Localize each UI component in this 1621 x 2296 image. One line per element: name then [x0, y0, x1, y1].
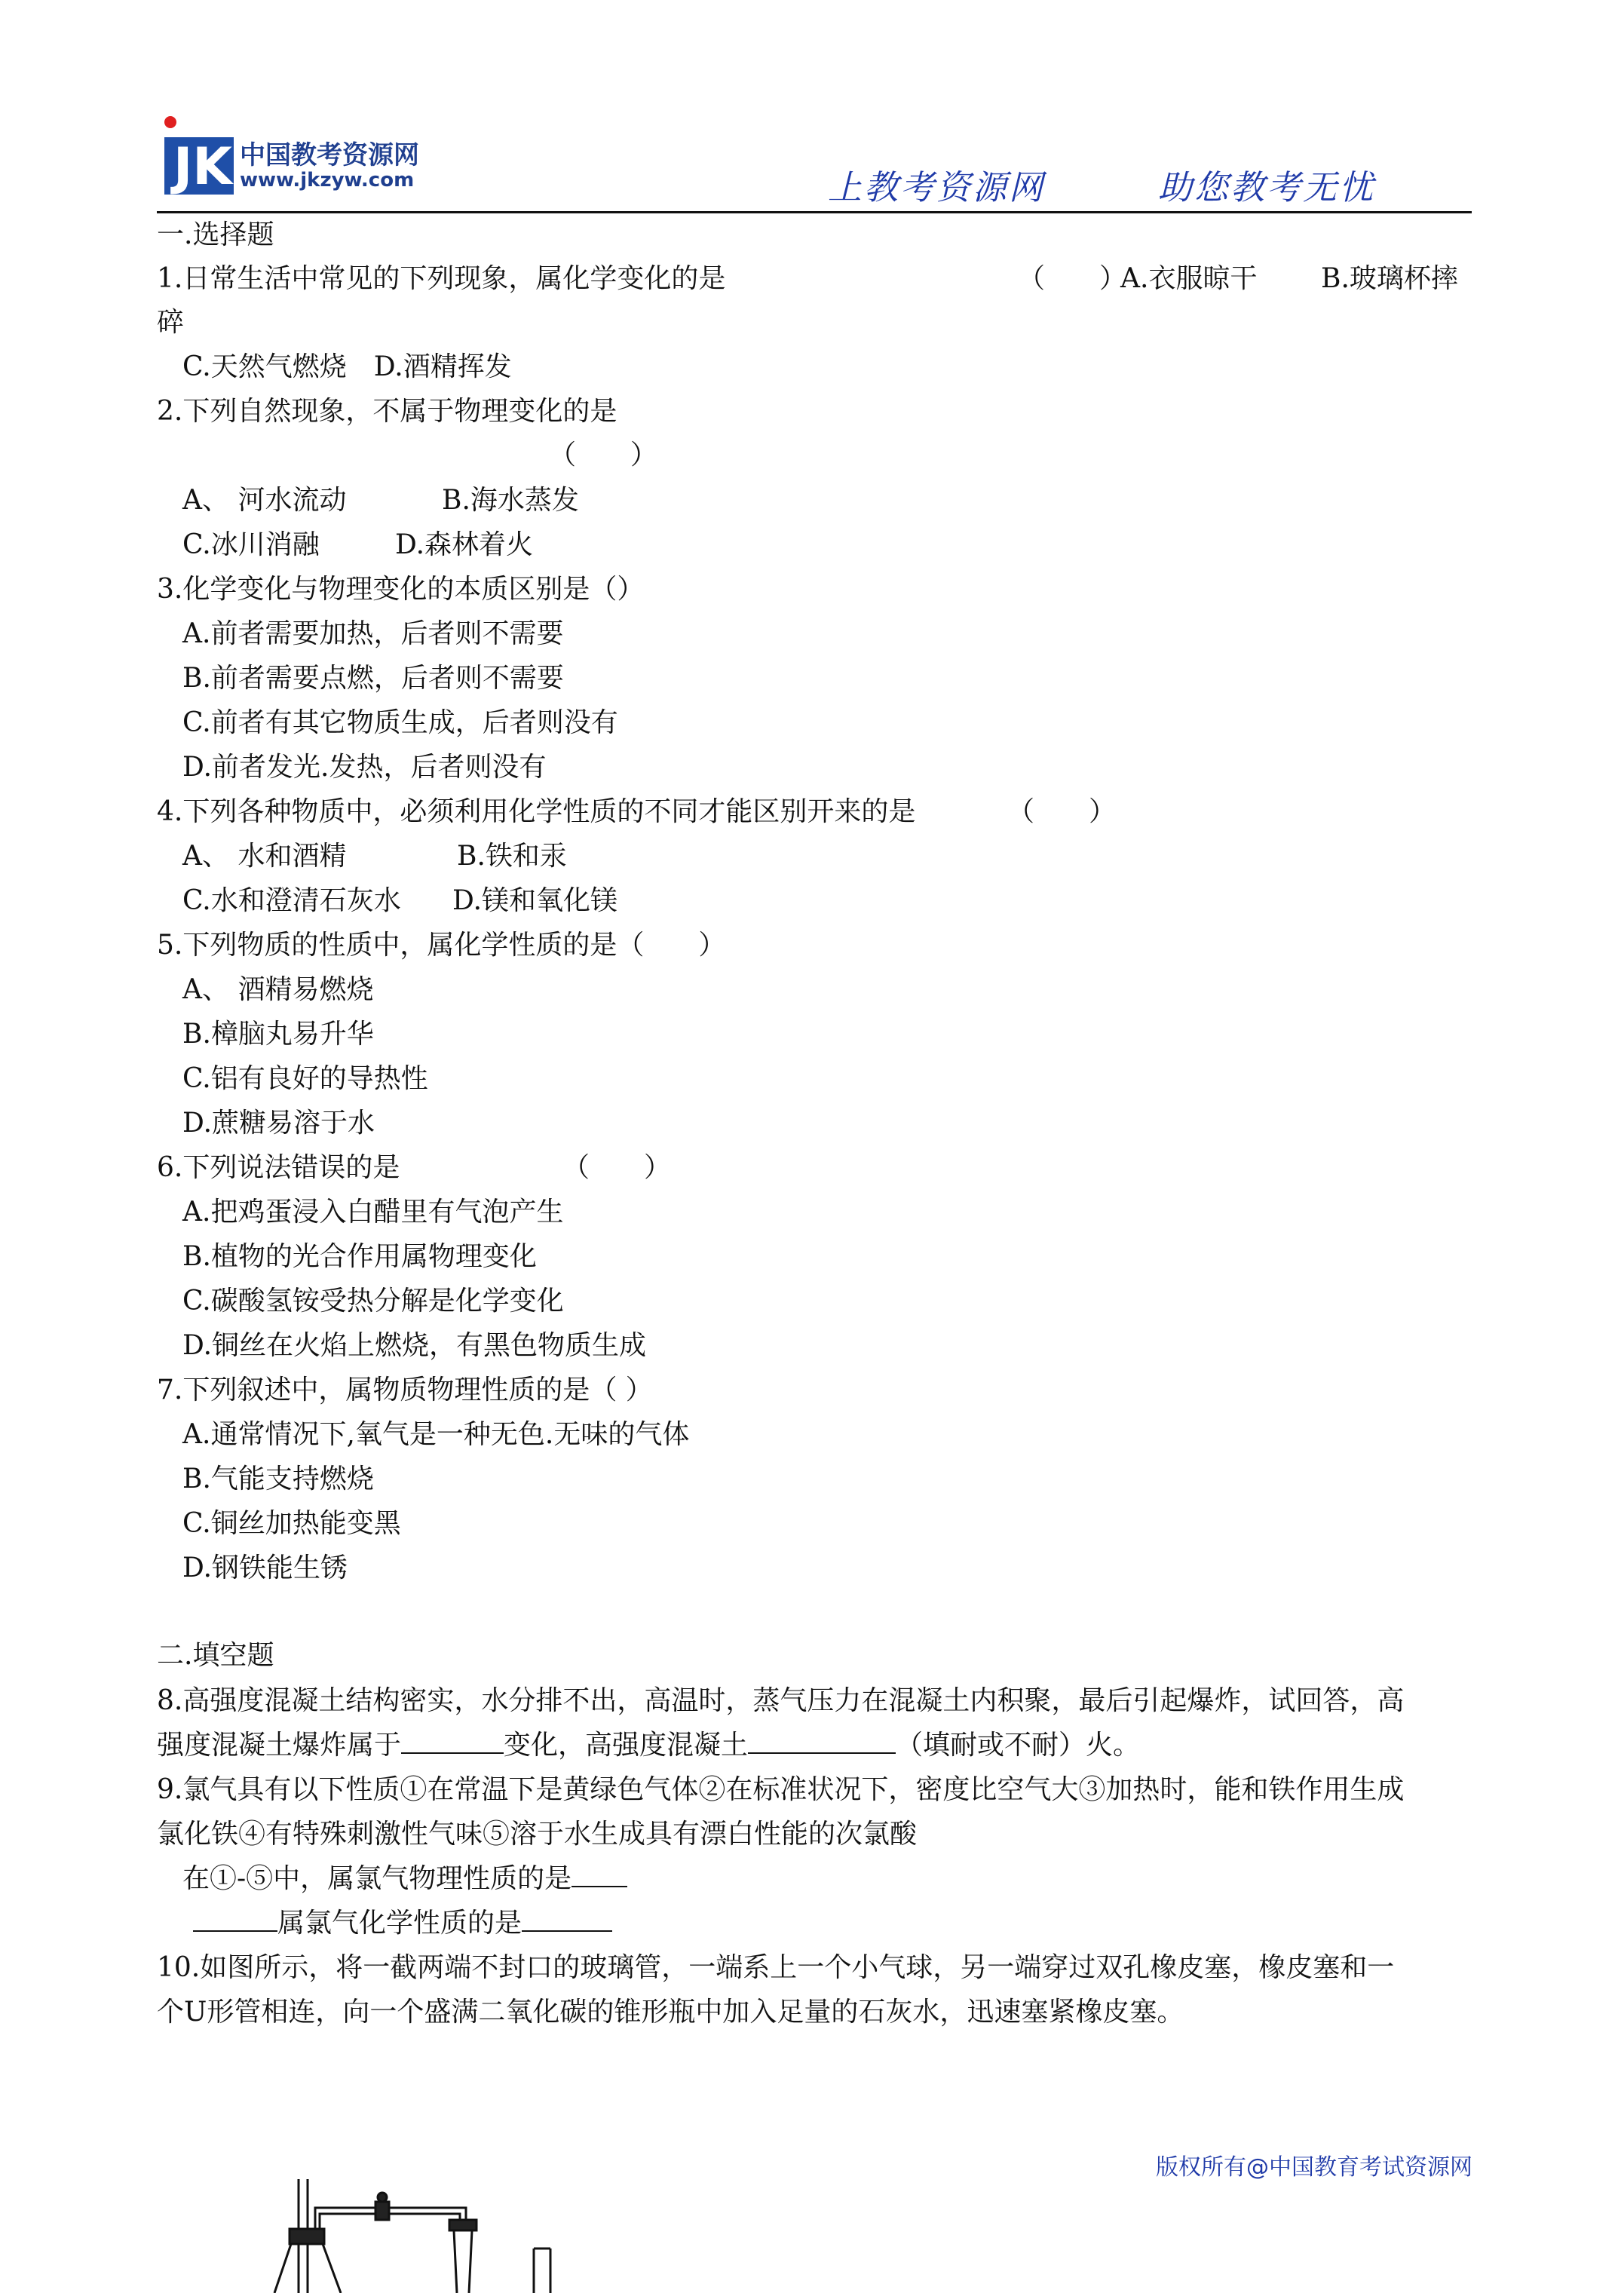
slogan-right: 助您教考无忧: [1158, 167, 1376, 207]
q5-option-d: D.蔗糖易溶于水: [182, 1108, 375, 1139]
q1-options-cd: C.天然气燃烧 D.酒精挥发: [182, 351, 512, 382]
q8-blank-2[interactable]: [748, 1730, 896, 1754]
q9-chemical-label: 属氯气化学性质的是: [277, 1908, 522, 1939]
u-tube-left-arm: [454, 2230, 472, 2293]
q5-option-b: B.樟脑丸易升华: [182, 1019, 374, 1050]
q6-paren: （ ）: [562, 1152, 672, 1183]
q8-blank-1[interactable]: [401, 1730, 504, 1754]
q4-paren: （ ）: [1007, 796, 1117, 827]
logo-dot-icon: [164, 116, 176, 128]
q5-stem: 5.下列物质的性质中，属化学性质的是（ ）: [157, 930, 726, 961]
q3-stem: 3.化学变化与物理变化的本质区别是（）: [157, 574, 645, 605]
clamp-valve-icon: [375, 2202, 389, 2220]
q6-stem: 6.下列说法错误的是: [157, 1152, 400, 1183]
section-title-choice: 一.选择题: [157, 219, 274, 250]
site-logo: [161, 115, 237, 196]
q10-line2: 个U形管相连，向一个盛满二氧化碳的锥形瓶中加入足量的石灰水，迅速塞紧橡皮塞。: [157, 1997, 1184, 2028]
q6-option-d: D.铜丝在火焰上燃烧，有黑色物质生成: [182, 1330, 647, 1361]
q2-stem: 2.下列自然现象，不属于物理变化的是: [157, 396, 617, 427]
q1-paren: （ ）: [1018, 263, 1127, 294]
q2-option-a: A、 河水流动: [182, 485, 347, 516]
q9-line3: [182, 1861, 627, 1897]
experiment-apparatus-figure: [271, 2172, 588, 2293]
q5-option-c: C.铝有良好的导热性: [182, 1063, 428, 1094]
q9-physical-label: 在①-⑤中，属氯气物理性质的是: [182, 1863, 572, 1894]
q3-option-c: C.前者有其它物质生成，后者则没有: [182, 707, 618, 738]
section-title-fill: 二.填空题: [157, 1640, 274, 1671]
q7-option-c: C.铜丝加热能变黑: [182, 1508, 401, 1539]
q3-option-a: A.前者需要加热，后者则不需要: [182, 618, 564, 649]
q6-option-a: A.把鸡蛋浸入白醋里有气泡产生: [182, 1197, 564, 1228]
q8-line1: 8.高强度混凝土结构密实，水分排不出，高温时，蒸气压力在混凝土内积聚，最后引起爆炸，试回答，高: [157, 1685, 1405, 1716]
q4-option-d: D.镁和氧化镁: [452, 885, 618, 916]
q10-line1: 10.如图所示，将一截两端不封口的玻璃管，一端系上一个小气球，另一端穿过双孔橡皮塞，橡皮塞和一: [157, 1952, 1395, 1983]
q4-option-c: C.水和澄清石灰水: [182, 885, 401, 916]
q9-blank-chemical[interactable]: [522, 1908, 612, 1932]
q4-option-b: B.铁和汞: [457, 841, 567, 872]
q8-line2: [157, 1727, 1140, 1764]
u-tube-stopper-icon: [449, 2220, 476, 2230]
q7-option-b: B.气能支持燃烧: [182, 1464, 374, 1494]
q7-stem: 7.下列叙述中，属物质物理性质的是（ ）: [157, 1375, 653, 1405]
site-url: www.jkzyw.com: [240, 169, 415, 192]
q4-stem: 4.下列各种物质中，必须利用化学性质的不同才能区别开来的是: [157, 796, 916, 827]
q7-option-a: A.通常情况下,氧气是一种无色.无味的气体: [182, 1419, 690, 1450]
q2-option-b: B.海水蒸发: [442, 485, 579, 516]
connecting-tube: [315, 2208, 466, 2229]
rubber-stopper-icon: [290, 2229, 324, 2244]
q9-blank-physical-cont[interactable]: [193, 1908, 277, 1932]
q8-text-a: 强度混凝土爆炸属于: [157, 1730, 402, 1761]
q3-option-d: D.前者发光.发热，后者则没有: [182, 752, 547, 783]
q9-line1: 9.氯气具有以下性质①在常温下是黄绿色气体②在标准状况下，密度比空气大③加热时，能和铁作用生成: [157, 1774, 1405, 1805]
q3-option-b: B.前者需要点燃，后者则不需要: [182, 663, 564, 694]
q6-option-b: B.植物的光合作用属物理变化: [182, 1241, 537, 1272]
q2-paren: （ ）: [549, 440, 658, 471]
q9-blank-physical[interactable]: [571, 1863, 627, 1887]
q1-option-b: B.玻璃杯摔: [1321, 263, 1458, 294]
slogan-left: 上教考资源网: [828, 167, 1046, 207]
q1-stem-wrap: 碎: [157, 307, 185, 338]
u-tube-right-arm: [534, 2248, 550, 2293]
q9-line2: 氯化铁④有特殊刺激性气味⑤溶于水生成具有漂白性能的次氯酸: [157, 1819, 918, 1850]
q7-option-d: D.钢铁能生锈: [182, 1553, 348, 1583]
site-name: 中国教考资源网: [240, 140, 419, 170]
q2-option-d: D.森林着火: [395, 529, 534, 560]
q1-stem: 1.日常生活中常见的下列现象，属化学变化的是: [157, 263, 726, 294]
q8-text-b: 变化，高强度混凝土: [504, 1730, 749, 1761]
q8-text-c: （填耐或不耐）火。: [896, 1730, 1141, 1761]
logo-mark-text: JK: [173, 137, 232, 196]
q9-line4: [193, 1905, 612, 1942]
q5-option-a: A、 酒精易燃烧: [182, 974, 374, 1005]
q2-option-c: C.冰川消融: [182, 529, 320, 560]
q1-option-a: A.衣服晾干: [1120, 263, 1258, 294]
header-divider: [157, 211, 1472, 213]
copyright-footer: 版权所有@中国教育考试资源网: [1156, 2154, 1472, 2181]
q6-option-c: C.碳酸氢铵受热分解是化学变化: [182, 1286, 564, 1317]
q4-option-a: A、 水和酒精: [182, 841, 347, 872]
